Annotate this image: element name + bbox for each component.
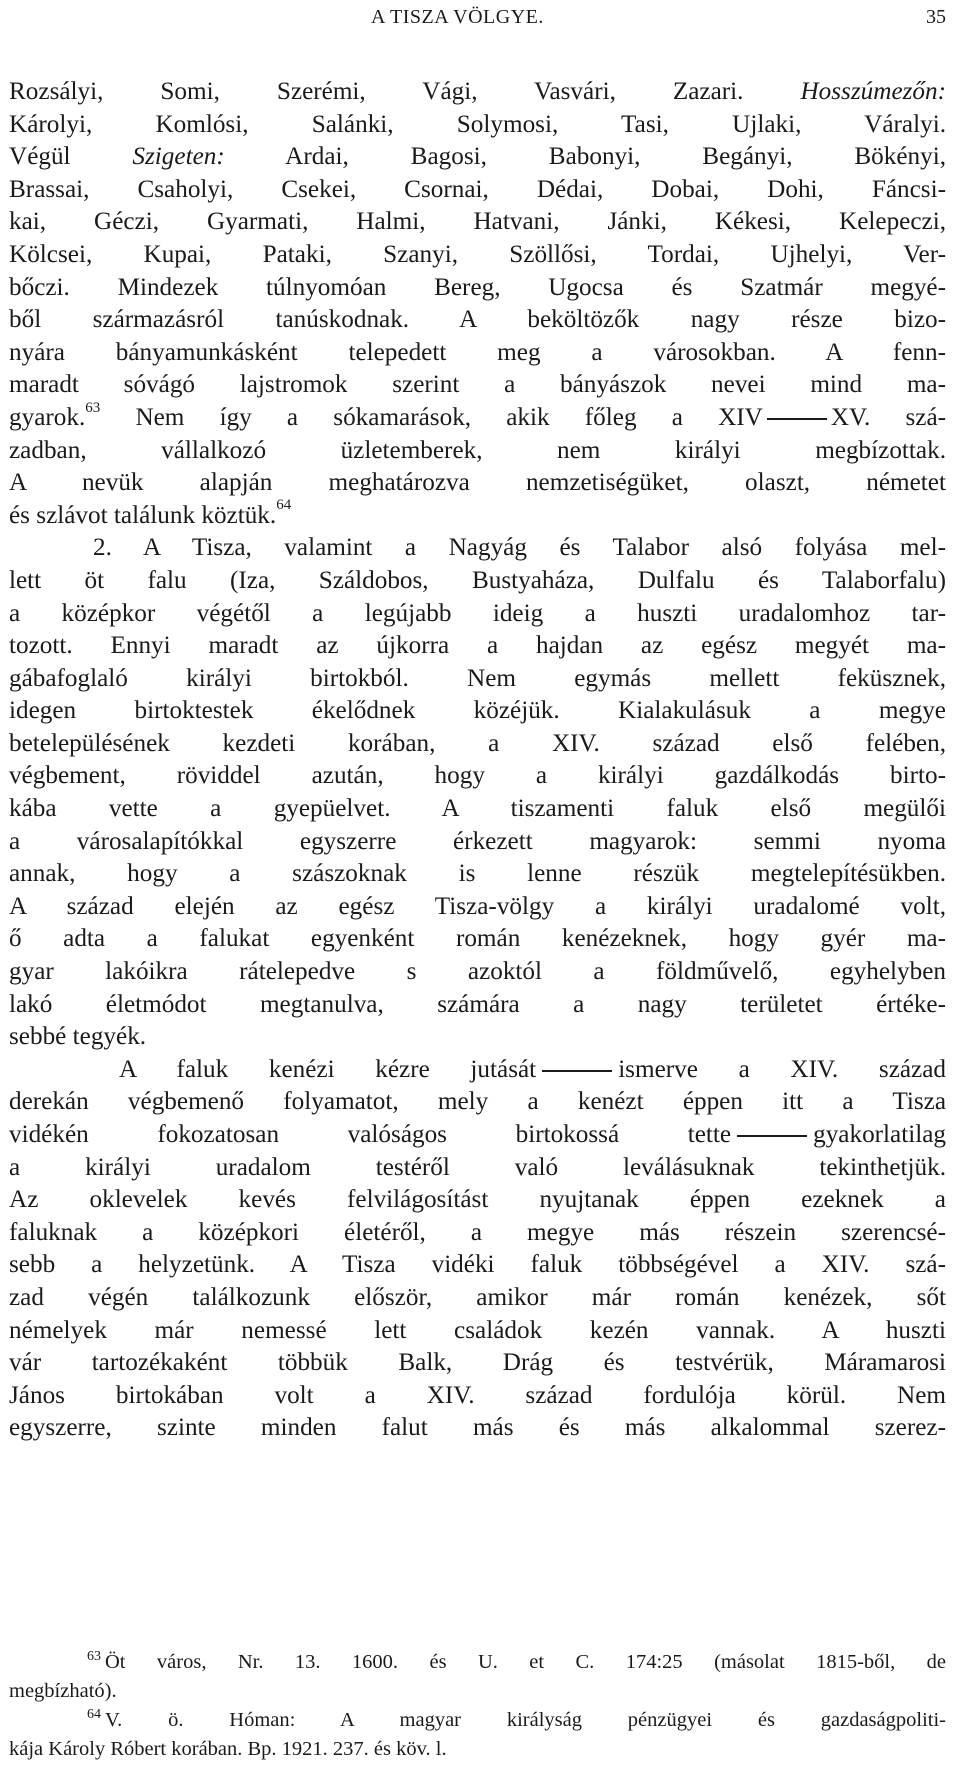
line-start: Rozsályi, Somi, Szerémi, Vági, Vasvári, Zazari.: [9, 78, 801, 105]
footnote-number: 64: [87, 1707, 101, 1722]
text-line: gábafoglaló királyi birtokból. Nem egymás mellett feküsznek,: [9, 664, 946, 692]
text-line: sebb a helyzetünk. A Tisza vidéki faluk többségével a XIV. szá-: [9, 1251, 946, 1279]
text-line: faluknak a középkori életéről, a megye más részein szerencsé-: [9, 1218, 946, 1246]
text-line: 2. A Tisza, valamint a Nagyág és Talabor alsó folyása mel-: [93, 534, 946, 562]
text-line: Brassai, Csaholyi, Csekei, Csornai, Dédai, Dobai, Dohi, Fáncsi-: [9, 175, 946, 203]
text-line: kai, Géczi, Gyarmati, Halmi, Hatvani, Jánki, Kékesi, Kelepeczi,: [9, 208, 946, 236]
text-line: [9, 1119, 946, 1152]
text-line: [9, 399, 947, 435]
line-part: A faluk kenézi kézre jutását: [119, 1055, 537, 1083]
italic-place: Hosszúmezőn:: [800, 78, 946, 105]
text-line: némelyek már nemessé lett családok kezén vannak. A huszti: [9, 1316, 946, 1344]
footnote-64: [9, 1706, 946, 1735]
text-line: a városalapítókkal egyszerre érkezett magyarok: semmi nyoma: [9, 827, 946, 855]
line-part: XV. szá-: [830, 403, 947, 431]
running-header: [9, 6, 946, 36]
text-line: A nevük alapján meghatározva nemzetiségüket, olaszt, németet: [9, 469, 946, 497]
text-line: Kölcsei, Kupai, Pataki, Szanyi, Szöllősi, Tordai, Ujhelyi, Ver-: [9, 240, 946, 268]
text-line: Károlyi, Komlósi, Salánki, Solymosi, Tasi, Ujlaki, Váralyi.: [9, 110, 946, 138]
text-line: Az oklevelek kevés felvilágosítást nyujtanak éppen ezeknek a: [9, 1186, 946, 1214]
text-line: [9, 141, 946, 174]
line-part: ismerve a XIV. század: [618, 1055, 947, 1083]
footnote-text: Öt város, Nr. 13. 1600. és U. et C. 174:25 (másolat 1815-ből, de: [105, 1651, 946, 1673]
text-line: maradt sóvágó lajstromok szerint a bányászok nevei mind ma-: [9, 371, 946, 399]
text-line: kába vette a gyepüelvet. A tiszamenti faluk első megülői: [9, 795, 946, 823]
text-line: lakó életmódot megtanulva, számára a nagy területet értéke-: [9, 990, 946, 1018]
text-line: vár tartozékaként többük Balk, Drág és testvérük, Máramarosi: [9, 1349, 946, 1377]
text-line: a középkor végétől a legújabb ideig a huszti uradalomhoz tar-: [9, 599, 946, 627]
footnote-ref-63[interactable]: 63: [85, 399, 101, 416]
line-start: Végül: [9, 143, 133, 171]
main-text: [9, 76, 946, 1445]
text-line: a királyi uradalom testéről való leválásuknak tekinthetjük.: [9, 1153, 946, 1181]
text-line: tozott. Ennyi maradt az újkorra a hajdan az egész megyét ma-: [9, 632, 946, 660]
text-line: [9, 497, 946, 533]
line-part: gyakorlatilag: [813, 1121, 946, 1148]
text-line: nyára bányamunkásként telepedett meg a városokban. A fenn-: [9, 338, 946, 366]
text-line: [9, 1054, 946, 1087]
em-dash: [737, 1135, 807, 1137]
line-part: és szlávot találunk köztük.: [9, 501, 277, 529]
text-line: derekán végbemenő folyamatot, mely a kenézt éppen itt a Tisza: [9, 1088, 946, 1116]
text-line: zad végén találkozunk először, amikor már román kenézek, sőt: [9, 1283, 946, 1311]
footnote-ref-64[interactable]: 64: [276, 497, 292, 514]
page-number: 35: [926, 6, 946, 28]
text-line: A század elején az egész Tisza-völgy a királyi uradalomé volt,: [9, 892, 946, 920]
text-line: bőczi. Mindezek túlnyomóan Bereg, Ugocsa és Szatmár megyé-: [9, 273, 946, 301]
text-line: egyszerre, szinte minden falut más és más alkalommal szerez-: [9, 1414, 946, 1442]
text-line: sebbé tegyék.: [9, 1023, 147, 1051]
text-line: végbement, röviddel azután, hogy a királyi gazdálkodás birto-: [9, 762, 946, 790]
footnotes: [9, 1648, 946, 1764]
text-line: gyar lakóikra rátelepedve s azoktól a földművelő, egyhelyben: [9, 958, 946, 986]
text-line: zadban, vállalkozó üzletemberek, nem királyi megbízottak.: [9, 436, 946, 464]
footnote-number: 63: [87, 1649, 101, 1664]
line-part: gyarok.: [9, 403, 86, 431]
line-part: vidékén fokozatosan valóságos birtokossá tette: [9, 1121, 732, 1148]
text-line: lett öt falu (Iza, Száldobos, Bustyaháza, Dulfalu és Talaborfalu): [9, 566, 946, 594]
footnote-63-cont: megbízható).: [9, 1680, 117, 1702]
footnote-64-cont: kája Károly Róbert korában. Bp. 1921. 237. és köv. l.: [9, 1738, 447, 1760]
running-title: A TISZA VÖLGYE.: [371, 6, 544, 28]
em-dash: [542, 1070, 612, 1072]
line-part: Nem így a sókamarások, akik főleg a XIV: [135, 403, 763, 431]
text-line: ből származásról tanúskodnak. A beköltözők nagy része bizo-: [9, 306, 946, 334]
text-line: annak, hogy a szászoknak is lenne részük megtelepítésükben.: [9, 860, 946, 888]
text-line: ő adta a falukat egyenként román kenézeknek, hogy gyér ma-: [9, 925, 946, 953]
text-line: betelepülésének kezdeti korában, a XIV. század első felében,: [9, 729, 946, 757]
footnote-text: V. ö. Hóman: A magyar királyság pénzügyei és gazdaságpoliti-: [105, 1709, 946, 1731]
footnote-63: [9, 1648, 946, 1677]
italic-place: Szigeten:: [132, 143, 225, 171]
text-line: [9, 76, 946, 109]
line-rest: Ardai, Bagosi, Babonyi, Begányi, Bökényi,: [224, 143, 946, 171]
text-line: idegen birtoktestek ékelődnek közéjük. Kialakulásuk a megye: [9, 697, 946, 725]
text-line: János birtokában volt a XIV. század fordulója körül. Nem: [9, 1381, 946, 1409]
em-dash: [767, 418, 827, 420]
